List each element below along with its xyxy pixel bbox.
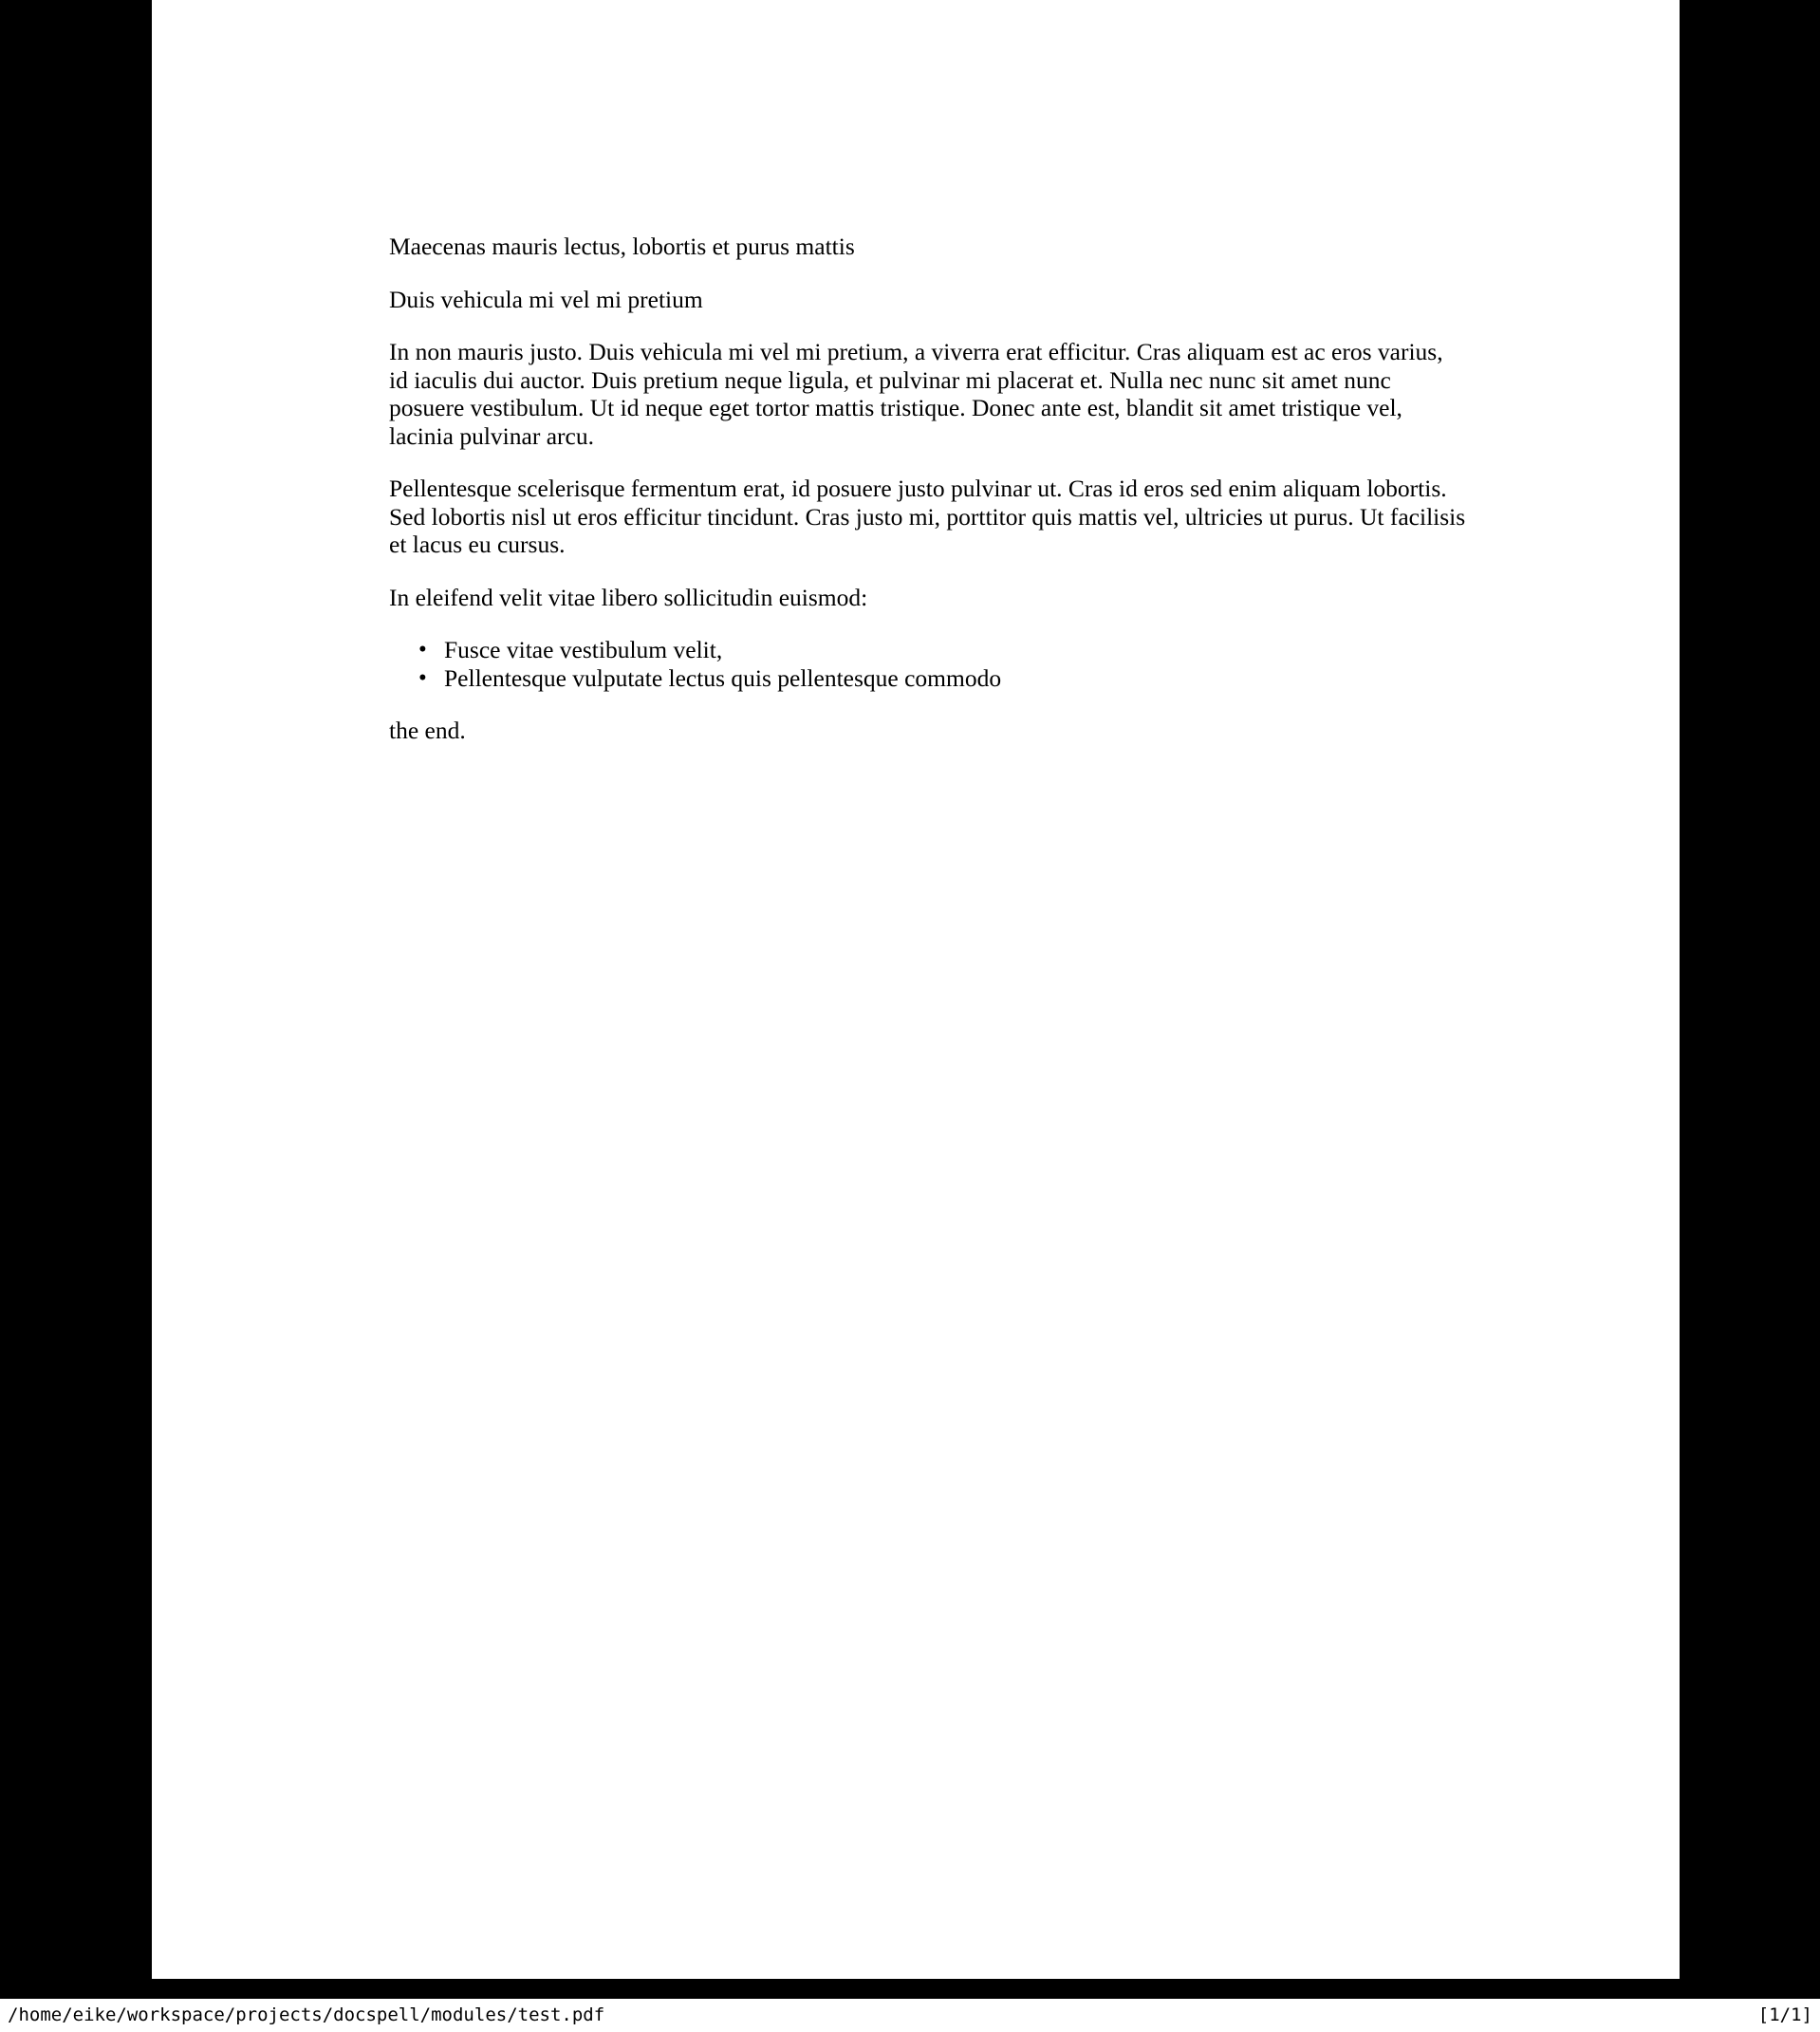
document-bullet-list <box>389 636 1466 692</box>
document-paragraph-3: In non mauris justo. Duis vehicula mi vel mi pretium, a viverra erat efficitur. Cras aliquam est ac eros varius, id iaculis dui auctor. Duis pretium neque ligula, et pulvinar mi placerat et. Nulla nec nunc sit amet nunc posuere vestibulum. Ut id neque eget tortor mattis tristique. Donec ante est, blandit sit amet tristique vel, lacinia pulvinar arcu. <box>389 338 1443 450</box>
list-item: • Pellentesque vulputate lectus quis pellentesque commodo <box>444 664 1466 693</box>
document-closing-line: the end. <box>389 717 466 744</box>
list-item: • Fusce vitae vestibulum velit, <box>444 636 1466 664</box>
document-content <box>389 233 1466 770</box>
document-page <box>152 0 1680 1979</box>
page-indicator-label: [1/1] <box>1757 2004 1812 2025</box>
document-paragraph-4: Pellentesque scelerisque fermentum erat, id posuere justo pulvinar ut. Cras id eros sed enim aliquam lobortis. Sed lobortis nisl ut eros efficitur tincidunt. Cras justo mi, porttitor quis mattis vel, ultricies ut purus. Ut facilisis et lacus eu cursus. <box>389 475 1466 558</box>
document-paragraph-2: Duis vehicula mi vel mi pretium <box>389 285 703 313</box>
file-path-label: /home/eike/workspace/projects/docspell/modules/test.pdf <box>8 2004 605 2025</box>
document-paragraph-5: In eleifend velit vitae libero sollicitudin euismod: <box>389 583 868 611</box>
status-bar <box>0 1999 1820 2032</box>
document-paragraph-1: Maecenas mauris lectus, lobortis et purus mattis <box>389 233 855 260</box>
